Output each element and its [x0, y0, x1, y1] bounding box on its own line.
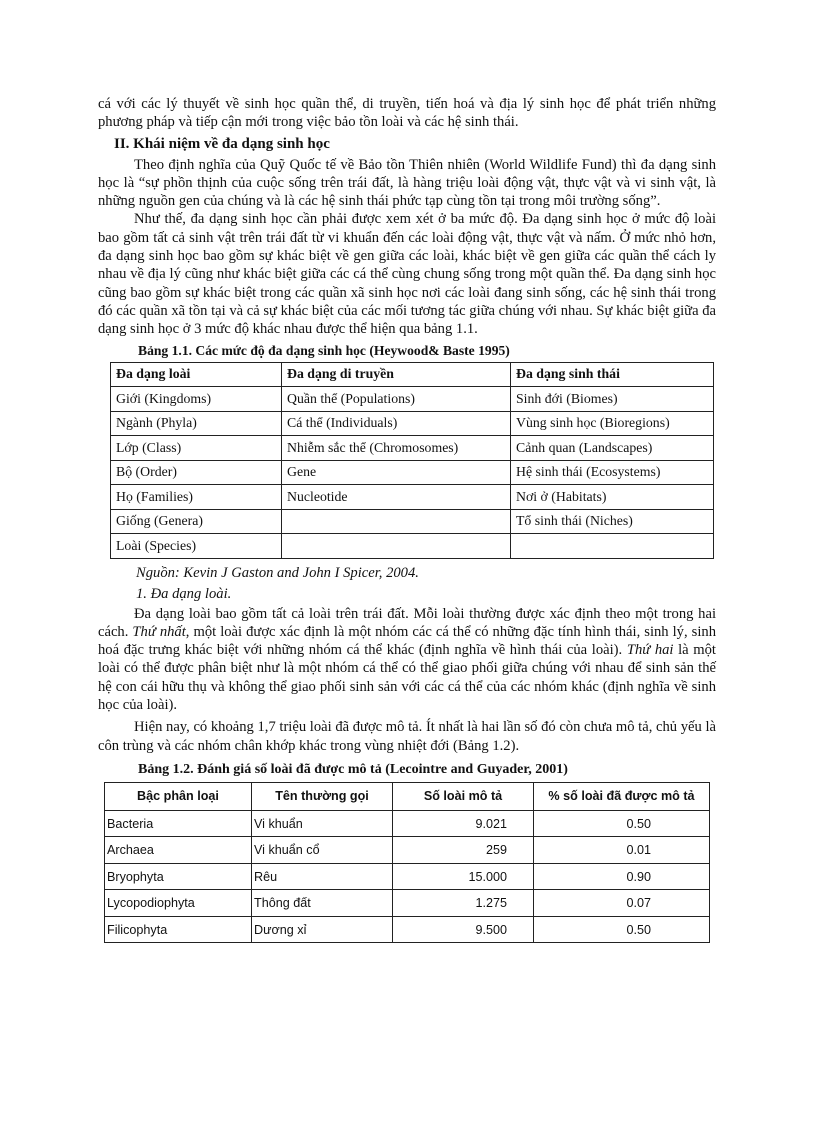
subsection-title: 1. Đa dạng loài.	[136, 585, 232, 602]
table2-caption: Bảng 1.2. Đánh giá số loài đã được mô tả (Lecointre and Guyader, 2001)	[138, 761, 568, 777]
table-cell: Lớp (Class)	[111, 436, 282, 461]
table-header-cell: % số loài đã được mô tả	[534, 782, 710, 810]
table-row	[105, 837, 710, 864]
table-row	[111, 436, 714, 461]
emphasis-second: Thứ hai	[626, 642, 674, 659]
table-cell: Giới (Kingdoms)	[111, 387, 282, 412]
levels-paragraph: Như thế, đa dạng sinh học cần phải được xem xét ở ba mức độ. Đa dạng sinh học ở mức độ loài bao gồm tất cả sinh vật trên trái đất từ vi khuẩn đến các loài động vật, thực vật và nấm. Ở mức nhỏ hơn, đa dạng sinh học bao gồm sự khác biệt về gen giữa các loài, khác biệt về gen giữa các quần thể cách ly nhau về địa lý cũng như khác biệt giữa các cá thể cùng chung sống trong một quần thể. Đa dạng sinh học cũng bao gồm sự khác biệt trong các quần xã sinh học nơi các loài đang sinh sống, các hệ sinh thái trong đó các quần xã tồn tại và cả sự khác biệt của các mối tương tác giữa chúng với nhau. Sự khác biệt giữa đa dạng sinh học ở 3 mức độ khác nhau được thể hiện qua bảng 1.1.	[98, 211, 716, 338]
table-cell: Archaea	[105, 837, 252, 864]
definition-paragraph: Theo định nghĩa của Quỹ Quốc tế về Bảo tồn Thiên nhiên (World Wildlife Fund) thì đa dạng sinh học là “sự phồn thịnh của cuộc sống trên trái đất, là hàng triệu loài động vật, thực vật và vi sinh vật, là những nguồn gen của chúng và là các hệ sinh thái phức tạp cùng tồn tại trong môi trường sống”.	[98, 156, 716, 210]
table-cell	[511, 534, 714, 559]
table-cell: Nơi ở (Habitats)	[511, 485, 714, 510]
table-header-cell: Đa dạng di truyền	[282, 362, 511, 387]
table-cell: Rêu	[252, 863, 393, 890]
table-row	[111, 509, 714, 534]
table-cell: Nhiễm sắc thể (Chromosomes)	[282, 436, 511, 461]
table-cell: 9.021	[393, 810, 534, 837]
table-cell: Lycopodiophyta	[105, 890, 252, 917]
table-header-cell: Đa dạng sinh thái	[511, 362, 714, 387]
table-cell: 9.500	[393, 916, 534, 943]
text-run: , một loài được xác định là một nhóm các cá thể có những đặc tính hình thái, sinh lý, sinh hoá đặc trưng khác biệt với những nhóm cá thể khác (định nghĩa về hình thái của loài).	[98, 623, 716, 659]
table-cell: Filicophyta	[105, 916, 252, 943]
table-cell: Dương xỉ	[252, 916, 393, 943]
intro-paragraph: cá với các lý thuyết về sinh học quần thể, di truyền, tiến hoá và địa lý sinh học để phát triển những phương pháp và tiếp cận mới trong việc bảo tồn loài và các hệ sinh thái.	[98, 96, 716, 131]
table-cell: 15.000	[393, 863, 534, 890]
table-cell: 0.07	[534, 890, 710, 917]
table-cell: Vi khuẩn	[252, 810, 393, 837]
table-cell	[282, 509, 511, 534]
table-cell: Vi khuẩn cổ	[252, 837, 393, 864]
table-row	[105, 810, 710, 837]
table-row	[111, 485, 714, 510]
species-count-table	[104, 782, 710, 944]
table-cell: 0.50	[534, 916, 710, 943]
emphasis-first: Thứ nhất	[132, 623, 186, 640]
table-cell	[282, 534, 511, 559]
biodiversity-levels-table	[110, 362, 714, 559]
section-heading: II. Khái niệm về đa dạng sinh học	[114, 135, 330, 152]
table1-source: Nguồn: Kevin J Gaston and John I Spicer, 2004.	[136, 564, 419, 581]
document-page	[98, 95, 716, 943]
table-cell: Tổ sinh thái (Niches)	[511, 509, 714, 534]
table-header-cell: Bậc phân loại	[105, 782, 252, 810]
table-cell: Cảnh quan (Landscapes)	[511, 436, 714, 461]
table-cell: Loài (Species)	[111, 534, 282, 559]
table-row	[111, 411, 714, 436]
table-cell: Họ (Families)	[111, 485, 282, 510]
table-cell: Thông đất	[252, 890, 393, 917]
table-cell: Cá thể (Individuals)	[282, 411, 511, 436]
table-cell: 0.01	[534, 837, 710, 864]
table-header-row	[111, 362, 714, 387]
table-cell: Bacteria	[105, 810, 252, 837]
table-cell: Giống (Genera)	[111, 509, 282, 534]
table-cell: Nucleotide	[282, 485, 511, 510]
table-cell: Hệ sinh thái (Ecosystems)	[511, 460, 714, 485]
table-header-cell: Đa dạng loài	[111, 362, 282, 387]
table-cell: Bryophyta	[105, 863, 252, 890]
table-cell: Gene	[282, 460, 511, 485]
table-cell: 259	[393, 837, 534, 864]
text-run: là một loài có thể được phân biệt như là một nhóm cá thể có thể giao phối giữa chúng với nhau để sinh sản thế hệ con cái hữu thụ và không thể giao phối sinh sản với các cá thể của các nhóm khác (định nghĩa về sinh học của loài).	[98, 642, 716, 714]
species-count-paragraph: Hiện nay, có khoảng 1,7 triệu loài đã được mô tả. Ít nhất là hai lần số đó còn chưa mô tả, chủ yếu là côn trùng và các nhóm chân khớp khác trong vùng nhiệt đới (Bảng 1.2).	[98, 719, 716, 754]
table-row	[111, 460, 714, 485]
table-header-cell: Tên thường gọi	[252, 782, 393, 810]
table-row	[105, 890, 710, 917]
table-cell: Bộ (Order)	[111, 460, 282, 485]
table-row	[111, 387, 714, 412]
text-run: Đa dạng loài bao gồm tất cả loài trên trái đất. Mỗi loài thường được xác định theo một trong hai cách.	[98, 605, 716, 640]
table1-caption: Bảng 1.1. Các mức độ đa dạng sinh học (Heywood& Baste 1995)	[138, 342, 510, 358]
table-row	[111, 534, 714, 559]
table-cell: Sinh đới (Biomes)	[511, 387, 714, 412]
table-cell: 0.90	[534, 863, 710, 890]
table-cell: Quần thể (Populations)	[282, 387, 511, 412]
table-cell: 1.275	[393, 890, 534, 917]
species-definition-paragraph	[98, 605, 716, 715]
table-cell: 0.50	[534, 810, 710, 837]
table-cell: Vùng sinh học (Bioregions)	[511, 411, 714, 436]
table-cell: Ngành (Phyla)	[111, 411, 282, 436]
table-row	[105, 916, 710, 943]
table-header-cell: Số loài mô tả	[393, 782, 534, 810]
table-header-row	[105, 782, 710, 810]
table-row	[105, 863, 710, 890]
